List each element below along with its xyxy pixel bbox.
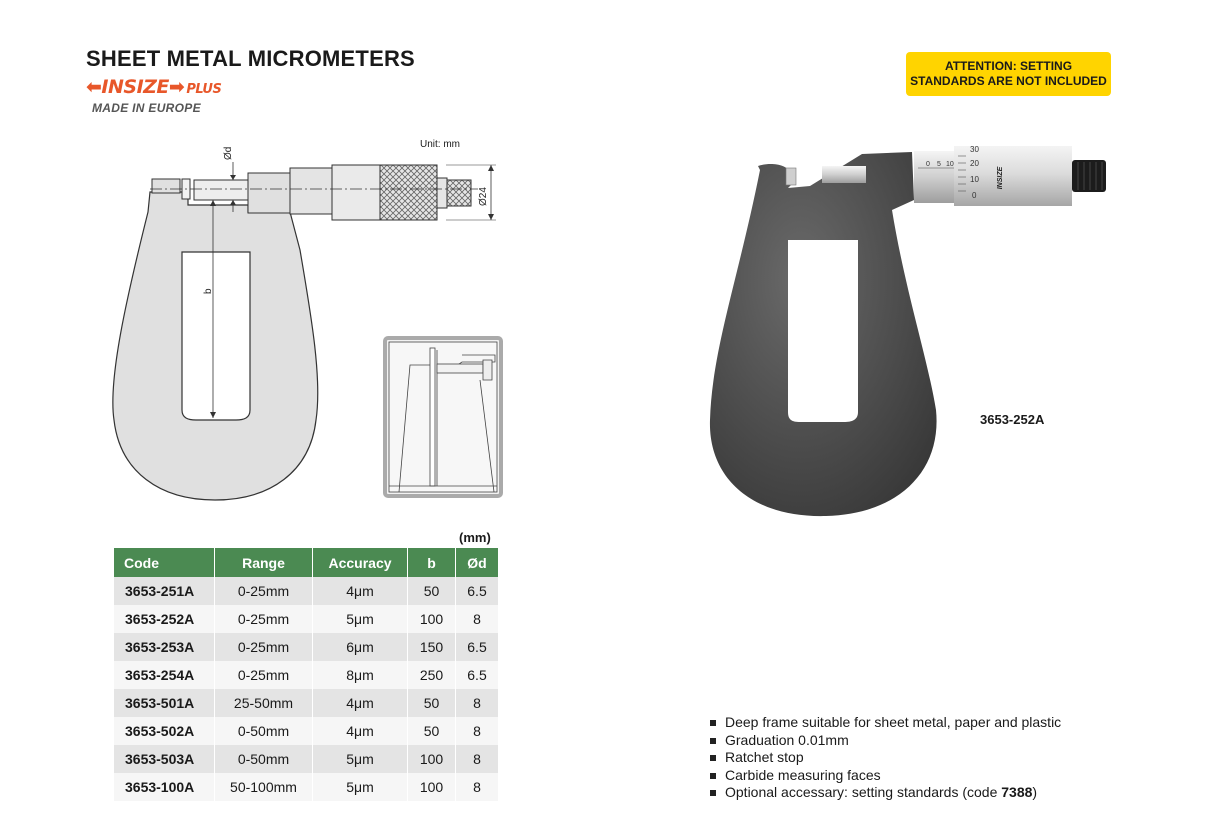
cell-d: 8: [456, 689, 499, 717]
cell-b: 100: [408, 605, 456, 633]
table-row: [114, 633, 498, 661]
cell-accuracy: 4μm: [313, 689, 408, 717]
cell-b: 100: [408, 745, 456, 773]
cell-accuracy: 4μm: [313, 717, 408, 745]
dim-24-label: Ø24: [478, 187, 489, 206]
cell-code: 3653-503A: [114, 745, 215, 773]
sleeve-mark-5: 5: [937, 161, 941, 168]
feature-item: Carbide measuring faces: [708, 767, 1061, 785]
brand-name: INSIZE: [101, 76, 169, 98]
brand-suffix: PLUS: [186, 82, 222, 97]
cell-accuracy: 5μm: [313, 605, 408, 633]
technical-drawing: [100, 135, 520, 515]
cell-b: 150: [408, 633, 456, 661]
feature-item: Graduation 0.01mm: [708, 732, 1061, 750]
brand-arrow-right-icon: ➡: [168, 76, 185, 98]
cell-range: 0-25mm: [215, 577, 313, 605]
thimble: [380, 165, 437, 220]
scale-mark-30: 30: [970, 145, 979, 154]
cell-range: 0-25mm: [215, 661, 313, 689]
cell-range: 0-50mm: [215, 745, 313, 773]
cell-b: 100: [408, 773, 456, 801]
cell-d: 8: [456, 717, 499, 745]
header-accuracy: Accuracy: [313, 548, 408, 577]
photo-spindle: [822, 166, 866, 183]
spec-table: [114, 548, 498, 801]
cell-d: 6.5: [456, 661, 499, 689]
table-header-row: [114, 548, 498, 577]
attention-line-1: ATTENTION: SETTING: [944, 59, 1073, 73]
photo-sleeve: [914, 151, 956, 203]
cell-code: 3653-501A: [114, 689, 215, 717]
cell-b: 50: [408, 577, 456, 605]
scale-mark-20: 20: [970, 159, 979, 168]
scale-mark-0: 0: [972, 191, 977, 200]
cell-code: 3653-251A: [114, 577, 215, 605]
cell-range: 50-100mm: [215, 773, 313, 801]
header-code: Code: [114, 548, 215, 577]
brand-arrow-left-icon: ⬅: [86, 76, 102, 98]
cell-d: 6.5: [456, 577, 499, 605]
page-title: SHEET METAL MICROMETERS: [86, 46, 415, 71]
feature-accessory-text: Optional accessary: setting standards (code: [725, 784, 1002, 801]
table-row: [114, 661, 498, 689]
cell-accuracy: 5μm: [313, 773, 408, 801]
cell-d: 8: [456, 773, 499, 801]
feature-item: Deep frame suitable for sheet metal, paper and plastic: [708, 714, 1061, 732]
body: [248, 173, 290, 213]
cell-d: 8: [456, 605, 499, 633]
cell-accuracy: 5μm: [313, 745, 408, 773]
sleeve: [290, 168, 332, 214]
cell-code: 3653-252A: [114, 605, 215, 633]
scale-mark-10: 10: [970, 175, 979, 184]
frame-outline: [113, 192, 318, 500]
spindle: [194, 180, 250, 200]
cell-b: 50: [408, 689, 456, 717]
cell-code: 3653-253A: [114, 633, 215, 661]
ratchet: [447, 180, 471, 206]
brand-logo: [86, 76, 221, 98]
header-d: Ød: [456, 548, 499, 577]
cell-d: 8: [456, 745, 499, 773]
cell-range: 0-25mm: [215, 633, 313, 661]
model-label: 3653-252A: [980, 412, 1045, 427]
cell-accuracy: 6μm: [313, 633, 408, 661]
table-row: [114, 605, 498, 633]
product-photo: [700, 130, 1120, 530]
cell-code: 3653-502A: [114, 717, 215, 745]
anvil: [152, 179, 180, 193]
feature-accessory-code: 7388: [1001, 784, 1033, 801]
feature-item-accessory: [708, 784, 1061, 802]
photo-ratchet: [1072, 160, 1106, 192]
table-row: [114, 577, 498, 605]
feature-accessory-close: ): [1032, 784, 1038, 801]
photo-frame: [710, 152, 937, 516]
cell-b: 250: [408, 661, 456, 689]
cell-b: 50: [408, 717, 456, 745]
cell-range: 25-50mm: [215, 689, 313, 717]
table-row: [114, 773, 498, 801]
table-row: [114, 745, 498, 773]
cell-range: 0-50mm: [215, 717, 313, 745]
cell-code: 3653-254A: [114, 661, 215, 689]
cell-accuracy: 8μm: [313, 661, 408, 689]
dim-d-label: Ød: [223, 146, 234, 160]
dim-b-label: b: [203, 288, 214, 294]
feature-item: Ratchet stop: [708, 749, 1061, 767]
made-in-label: MADE IN EUROPE: [92, 101, 201, 115]
sleeve-mark-0: 0: [926, 161, 930, 168]
cell-range: 0-25mm: [215, 605, 313, 633]
table-row: [114, 689, 498, 717]
thimble-logo: INSIZE: [997, 166, 1004, 190]
header-range: Range: [215, 548, 313, 577]
sleeve-mark-10: 10: [946, 161, 954, 168]
cell-code: 3653-100A: [114, 773, 215, 801]
cell-accuracy: 4μm: [313, 577, 408, 605]
feature-list: [708, 714, 1061, 802]
cell-d: 6.5: [456, 633, 499, 661]
header-b: b: [408, 548, 456, 577]
table-row: [114, 717, 498, 745]
attention-notice: [906, 52, 1111, 96]
table-unit-note: (mm): [459, 530, 491, 545]
attention-line-2: STANDARDS ARE NOT INCLUDED: [910, 74, 1107, 88]
unit-label: Unit: mm: [420, 139, 460, 150]
